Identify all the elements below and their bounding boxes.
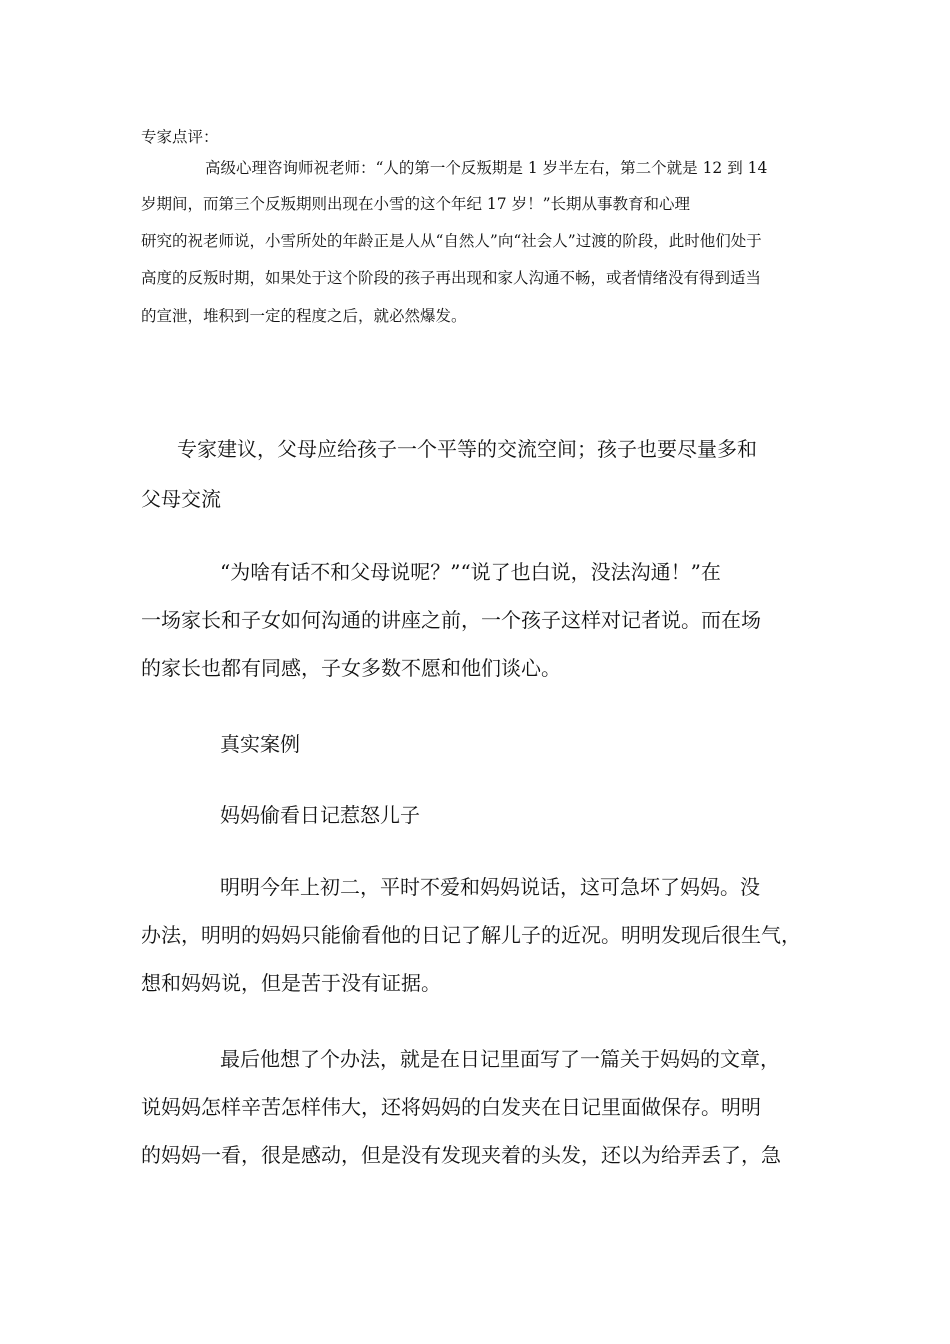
case-para2-line: 最后他想了个办法，就是在日记里面写了一篇关于妈妈的文章， [220,1047,780,1071]
case-para1-line: 办法，明明的妈妈只能偷看他的日记了解儿子的近况。明明发现后很生气， [141,923,801,947]
case-para2-line: 说妈妈怎样辛苦怎样伟大，还将妈妈的白发夹在日记里面做保存。明明 [141,1095,761,1119]
intro-line: 的家长也都有同感，子女多数不愿和他们谈心。 [141,656,561,680]
suggestion-line: 专家建议，父母应给孩子一个平等的交流空间；孩子也要尽量多和 [177,437,757,461]
intro-line: 一场家长和子女如何沟通的讲座之前，一个孩子这样对记者说。而在场 [141,608,761,632]
expert-comment-heading: 专家点评： [141,128,219,146]
expert-comment-line: 的宣泄，堆积到一定的程度之后，就必然爆发。 [141,307,467,325]
expert-comment-line: 高级心理咨询师祝老师：“人的第一个反叛期是 1 岁半左右，第二个就是 12 到 14 [205,159,768,177]
intro-line: “为啥有话不和父母说呢？”“说了也白说，没法沟通！”在 [220,560,721,584]
case-title: 妈妈偷看日记惹怒儿子 [220,803,420,827]
expert-comment-line: 岁期间，而第三个反叛期则出现在小雪的这个年纪 17 岁！”长期从事教育和心理 [141,195,691,213]
suggestion-line: 父母交流 [141,487,221,511]
case-para1-line: 想和妈妈说，但是苦于没有证据。 [141,971,441,995]
case-para1-line: 明明今年上初二，平时不爱和妈妈说话，这可急坏了妈妈。没 [220,875,760,899]
case-para2-line: 的妈妈一看，很是感动，但是没有发现夹着的头发，还以为给弄丢了，急 [141,1143,781,1167]
case-heading: 真实案例 [220,732,300,756]
expert-comment-line: 研究的祝老师说，小雪所处的年龄正是人从“自然人”向“社会人”过渡的阶段，此时他们处于 [141,232,762,250]
expert-comment-line: 高度的反叛时期，如果处于这个阶段的孩子再出现和家人沟通不畅，或者情绪没有得到适当 [141,269,762,287]
